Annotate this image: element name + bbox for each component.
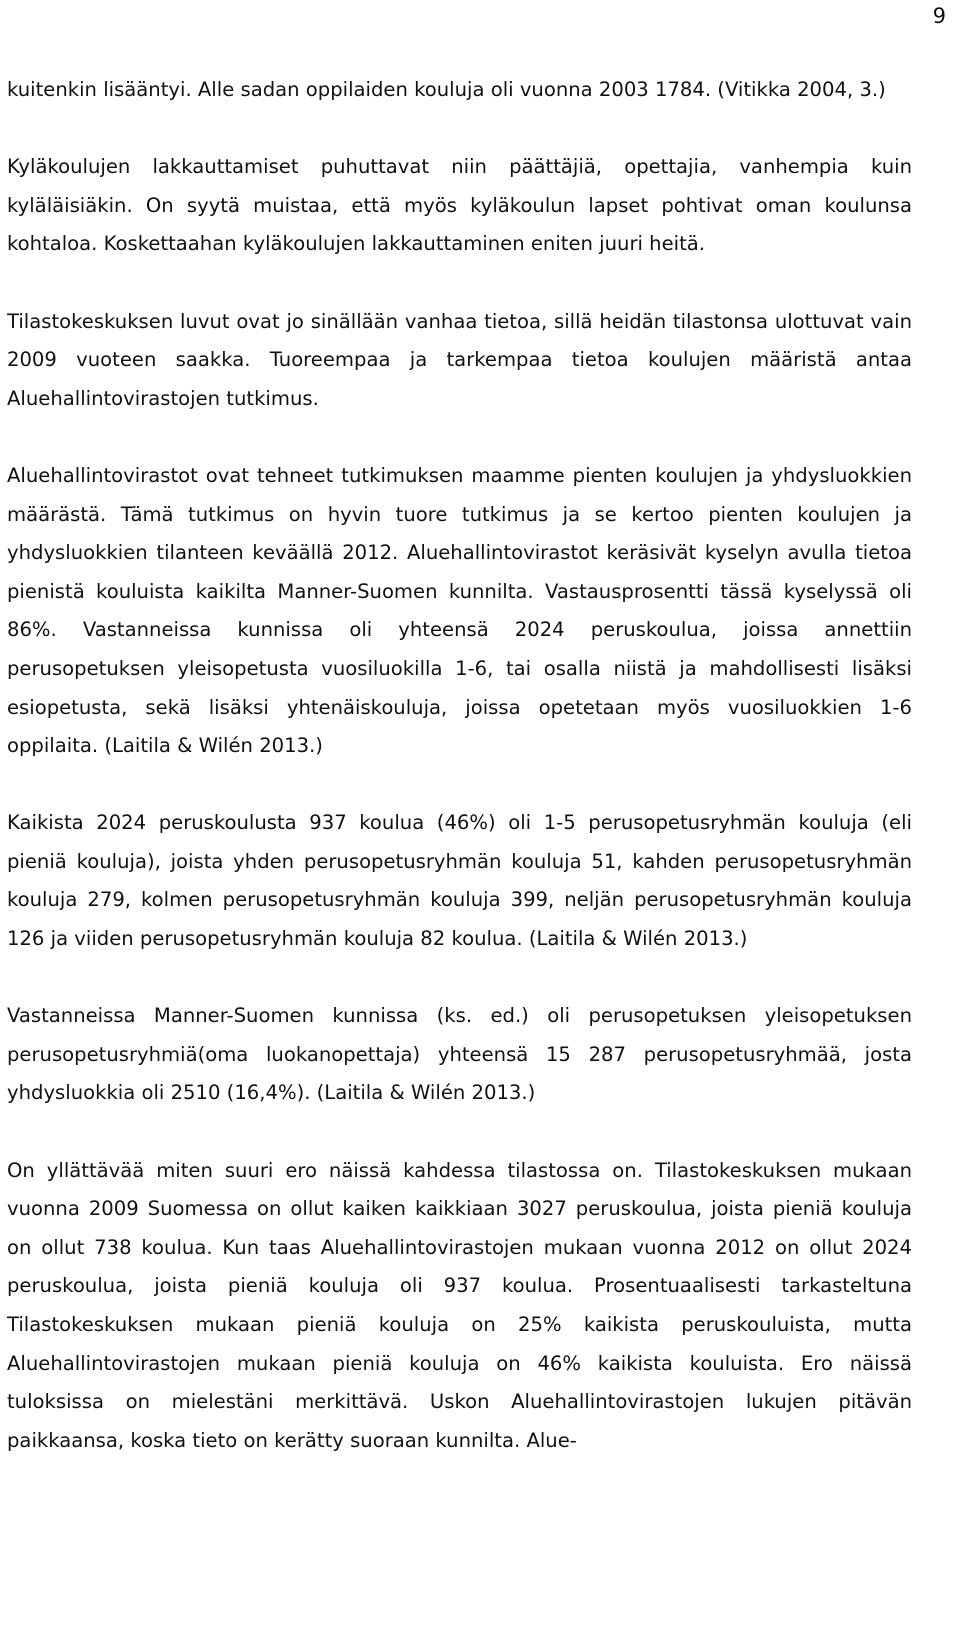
paragraph: Aluehallintovirastot ovat tehneet tutkimuksen maamme pienten koulujen ja yhdysluokkien määrästä. Tämä tutkimus on hyvin tuore tutkimus ja se kertoo pienten koulujen ja yhdysluokkien tilanteen keväällä 2012. Aluehallintovirastot keräsivät kyselyn avulla tietoa pienistä kouluista kaikilta Manner-Suomen kunnilta. Vastausprosentti tässä kyselyssä oli 86%. Vastanneissa kunnissa oli yhteensä 2024 peruskoulua, joissa annettiin perusopetuksen yleisopetusta vuosiluokilla 1-6, tai osalla niistä ja mahdollisesti lisäksi esiopetusta, sekä lisäksi yhtenäiskouluja, joissa opetetaan myös vuosiluokkien 1-6 oppilaita. (Laitila & Wilén 2013.)	[7, 463, 912, 758]
paragraph: Kyläkoulujen lakkauttamiset puhuttavat niin päättäjiä, opettajia, vanhempia kuin kyläläisiäkin. On syytä muistaa, että myös kyläkoulun lapset pohtivat oman koulunsa kohtaloa. Koskettaahan kyläkoulujen lakkauttaminen eniten juuri heitä.	[7, 155, 912, 256]
paragraph: On yllättävää miten suuri ero näissä kahdessa tilastossa on. Tilastokeskuksen mukaan vuonna 2009 Suomessa on ollut kaiken kaikkiaan 3027 peruskoulua, joista pieniä kouluja on ollut 738 koulua. Kun taas Aluehallintovirastojen mukaan vuonna 2012 on ollut 2024 peruskoulua, joista pieniä kouluja oli 937 koulua. Prosentuaalisesti tarkasteltuna Tilastokeskuksen mukaan pieniä kouluja on 25% kaikista peruskouluista, mutta Aluehallintovirastojen mukaan pieniä kouluja on 46% kaikista kouluista. Ero näissä tuloksissa on mielestäni merkittävä. Uskon Aluehallintovirastojen lukujen pitävän paikkaansa, koska tieto on kerätty suoraan kunnilta. Alue-	[7, 1158, 912, 1452]
page-number: 9	[932, 4, 946, 28]
paragraph: Tilastokeskuksen luvut ovat jo sinällään vanhaa tietoa, sillä heidän tilastonsa ulottuvat vain 2009 vuoteen saakka. Tuoreempaa ja tarkempaa tietoa koulujen määristä antaa Aluehallintovirastojen tutkimus.	[7, 309, 912, 410]
body-text	[7, 71, 912, 1460]
paragraph: Kaikista 2024 peruskoulusta 937 koulua (46%) oli 1-5 perusopetusryhmän kouluja (eli pieniä kouluja), joista yhden perusopetusryhmän kouluja 51, kahden perusopetusryhmän kouluja 279, kolmen perusopetusryhmän kouluja 399, neljän perusopetusryhmän kouluja 126 ja viiden perusopetusryhmän kouluja 82 koulua. (Laitila & Wilén 2013.)	[7, 811, 912, 951]
paragraph: Vastanneissa Manner-Suomen kunnissa (ks. ed.) oli perusopetuksen yleisopetuksen perusopetusryhmiä(oma luokanopettaja) yhteensä 15 287 perusopetusryhmää, josta yhdysluokkia oli 2510 (16,4%). (Laitila & Wilén 2013.)	[7, 1004, 912, 1105]
paragraph: kuitenkin lisääntyi. Alle sadan oppilaiden kouluja oli vuonna 2003 1784. (Vitikka 2004, 3.)	[7, 78, 886, 101]
